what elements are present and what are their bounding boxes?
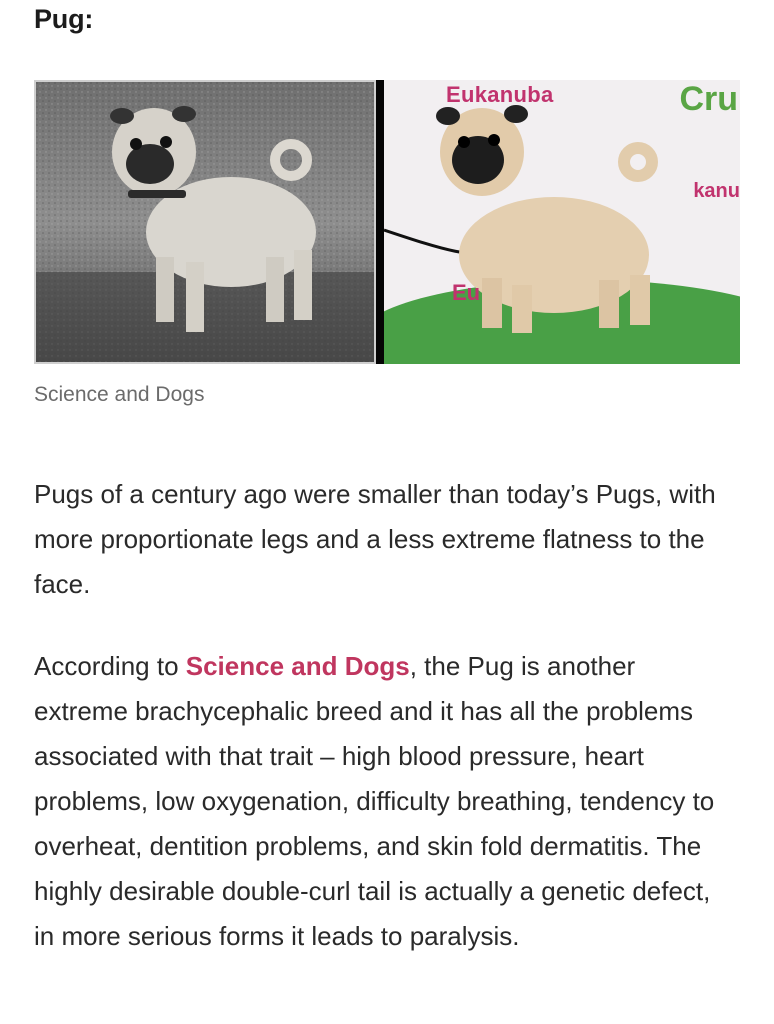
signage-bottom: Eu (452, 280, 481, 305)
comparison-figure (34, 80, 740, 364)
modern-pug-photo (384, 80, 740, 364)
paragraph-health-intro: According to (34, 651, 186, 681)
section-heading: Pug: (34, 4, 94, 34)
figure-caption: Science and Dogs (34, 383, 205, 406)
vintage-pug-illustration (36, 82, 374, 362)
paragraph-history: Pugs of a century ago were smaller than today’s Pugs, with more proportionate legs and a less extreme flatness to the face. (34, 479, 716, 599)
paragraph-health-body: , the Pug is another extreme brachycephalic breed and it has all the problems associated with that trait – high blood pressure, heart problems, low oxygenation, difficulty breathing, tendency to overheat, dentition problems, and skin fold dermatitis. The highly desirable double-curl tail is actually a genetic defect, in more serious forms it leads to paralysis. (34, 651, 715, 951)
signage-side: kanu (693, 180, 740, 202)
signage-eukanuba: Eukanuba (446, 82, 554, 107)
vintage-pug-photo (34, 80, 376, 364)
photo-divider (376, 80, 384, 364)
paragraph-health (34, 644, 734, 959)
science-and-dogs-link[interactable]: Science and Dogs (185, 651, 410, 681)
modern-pug-illustration (384, 80, 740, 364)
signage-crufts: Cru (679, 80, 738, 118)
